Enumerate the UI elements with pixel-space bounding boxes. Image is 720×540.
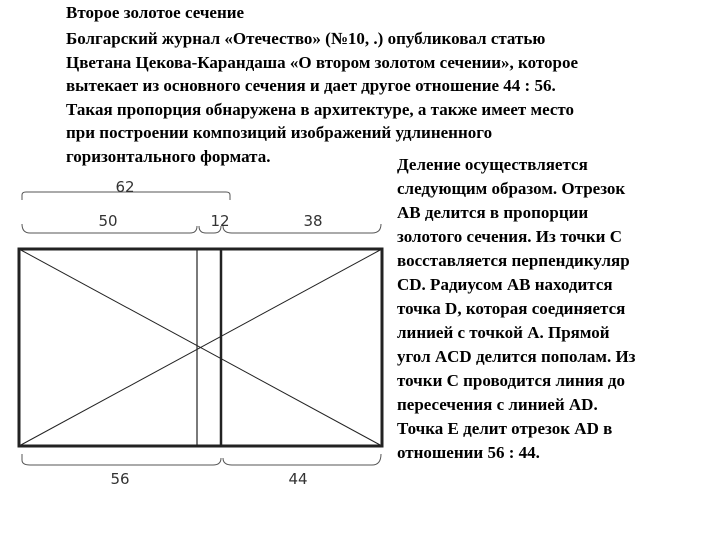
description-line: Точка E делит отрезок AD в (397, 419, 613, 438)
intro-line: Такая пропорция обнаружена в архитектуре, а также имеет место (66, 99, 574, 119)
description-line: отношении 56 : 44. (397, 443, 540, 462)
bottom-dimension-brackets (22, 454, 381, 465)
description-line: Деление осуществляется (397, 155, 588, 174)
description-line: пересечения с линией AD. (397, 395, 598, 414)
label-12: 12 (210, 212, 230, 230)
label-44: 44 (288, 470, 308, 488)
label-38: 38 (303, 212, 323, 230)
description-line: угол ACD делится пополам. Из (397, 347, 636, 366)
label-62: 62 (115, 178, 135, 196)
intro-line: вытекает из основного сечения и дает другое отношение 44 : 56. (66, 76, 556, 95)
description-line: золотого сечения. Из точки C (397, 227, 622, 246)
bracket-44 (223, 454, 381, 465)
intro-line: горизонтального формата. (66, 146, 271, 166)
intro-line: Цветана Цекова-Карандаша «О втором золотом сечении», которое (66, 52, 579, 72)
description-line: CD. Радиусом AB находится (397, 275, 613, 294)
intro-line: при построении композиций изображений удлиненного (66, 123, 493, 142)
label-50: 50 (98, 212, 118, 230)
description-paragraph (397, 153, 717, 465)
top-dimension-brackets (22, 192, 381, 233)
slide-title: Второе золотое сечение (66, 3, 245, 22)
description-line: точка D, которая соединяется (397, 299, 626, 318)
bracket-38 (223, 224, 381, 233)
bracket-56 (22, 454, 221, 465)
label-56: 56 (110, 470, 130, 488)
description-line: точки C проводится линия до (397, 371, 625, 390)
description-line: восставляется перпендикуляр (397, 251, 630, 270)
golden-rectangle (19, 249, 382, 446)
description-line: линией с точкой A. Прямой (397, 323, 610, 342)
description-line: AB делится в пропорции (397, 203, 589, 222)
intro-line: Болгарский журнал «Отечество» (№10, .) опубликовал статью (66, 29, 546, 48)
description-line: следующим образом. Отрезок (397, 179, 626, 198)
